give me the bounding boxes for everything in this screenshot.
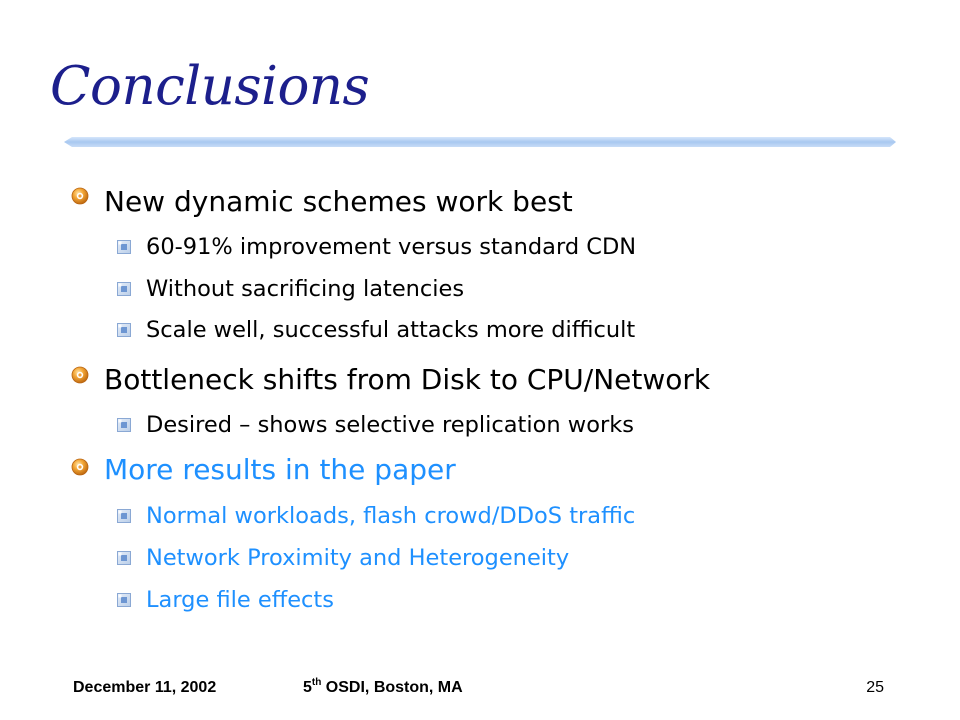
square-bullet-icon: [117, 240, 131, 254]
bullet-item: Bottleneck shifts from Disk to CPU/Network: [104, 363, 711, 396]
orange-circle-bullet-icon: [71, 187, 89, 205]
square-bullet-icon: [117, 323, 131, 337]
sub-bullet-item: Desired – shows selective replication works: [146, 412, 634, 438]
sub-bullet-item: Normal workloads, flash crowd/DDoS traffic: [146, 503, 636, 529]
sub-bullet-item: Without sacrificing latencies: [146, 276, 465, 302]
square-bullet-icon: [117, 282, 131, 296]
sub-bullet-item: 60-91% improvement versus standard CDN: [146, 234, 637, 260]
footer-date: December 11, 2002: [73, 679, 217, 696]
sub-bullet-item: Large file effects: [146, 587, 334, 613]
square-bullet-icon: [117, 551, 131, 565]
slide-title: Conclusions: [50, 56, 370, 117]
sub-bullet-item: Scale well, successful attacks more difficult: [146, 317, 636, 343]
page-number: 25: [866, 679, 884, 696]
sub-bullet-item: Network Proximity and Heterogeneity: [146, 545, 570, 571]
orange-circle-bullet-icon: [71, 458, 89, 476]
footer-conference-text: OSDI, Boston, MA: [321, 679, 463, 696]
square-bullet-icon: [117, 593, 131, 607]
footer-conference-ordinal: th: [311, 676, 322, 688]
footer-conference-number: 5: [303, 679, 312, 696]
footer-conference: [303, 678, 463, 698]
orange-circle-bullet-icon: [71, 366, 89, 384]
bullet-item: More results in the paper: [104, 453, 456, 486]
bullet-item: New dynamic schemes work best: [104, 185, 573, 218]
square-bullet-icon: [117, 509, 131, 523]
square-bullet-icon: [117, 418, 131, 432]
